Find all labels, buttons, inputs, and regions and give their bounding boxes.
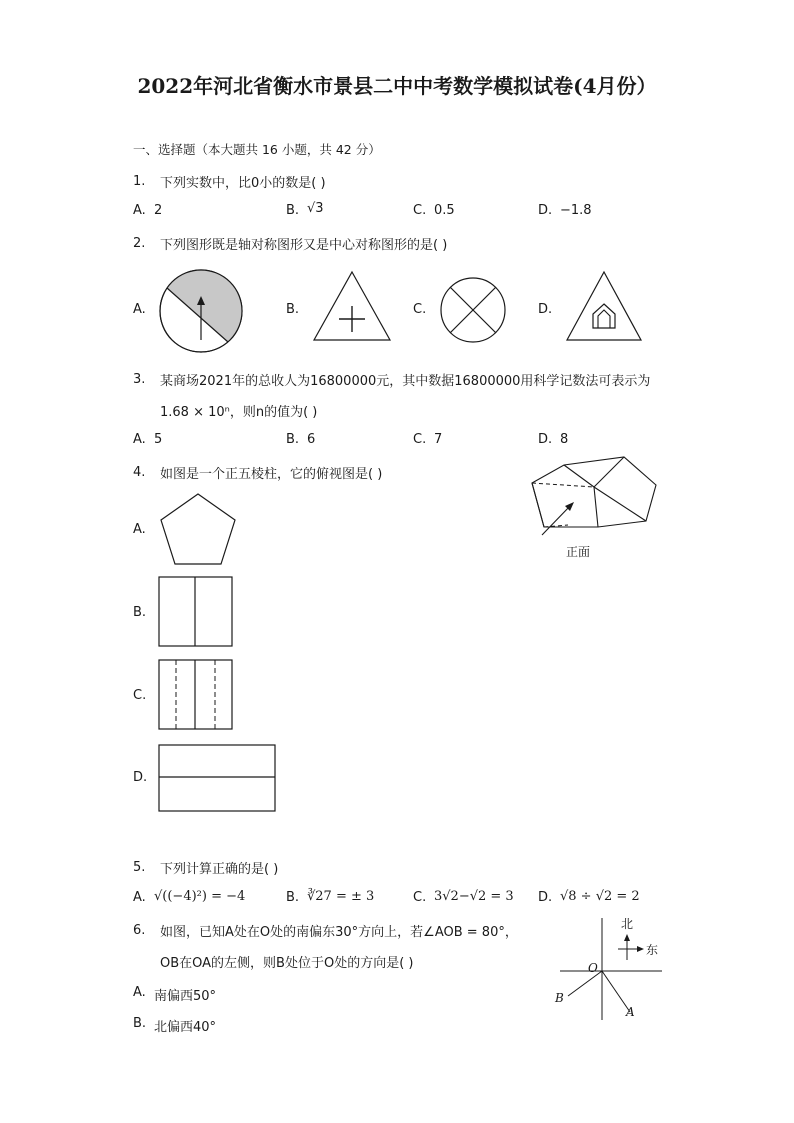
option-label[interactable]: C. [413, 432, 427, 447]
option-value: 6 [307, 432, 316, 447]
option-label[interactable]: B. [286, 890, 300, 905]
option-label[interactable]: D. [538, 203, 553, 218]
option-value: 北偏西40° [154, 1020, 217, 1035]
option-value: √3 [307, 201, 324, 216]
option-value: √((−4)²) = −4 [154, 889, 246, 904]
question-number: 2. [133, 236, 146, 251]
option-label[interactable]: D. [538, 890, 553, 905]
figure-pentagon [158, 492, 238, 566]
option-label[interactable]: B. [286, 203, 300, 218]
figure-rectangle-split [158, 576, 234, 648]
option-label[interactable]: D. [133, 770, 148, 785]
figure-wide-rectangle [158, 744, 278, 814]
question-text: 下列实数中，比0小的数是( ) [160, 176, 326, 191]
option-value: 3√2−√2 = 3 [434, 889, 514, 904]
point-o-label: O [588, 961, 598, 975]
option-label[interactable]: D. [538, 302, 553, 317]
figure-triangle-cross [312, 270, 392, 342]
option-label[interactable]: B. [133, 605, 147, 620]
question-text: 某商场2021年的总收人为16800000元，其中数据16800000用科学记数法可表示为 [160, 374, 651, 389]
option-label[interactable]: B. [133, 1016, 147, 1031]
option-value: 2 [154, 203, 163, 218]
question-text-continued: OB在OA的左侧，则B处位于O处的方向是( ) [160, 956, 414, 971]
front-view-label: 正面 [566, 545, 591, 559]
option-label[interactable]: C. [413, 302, 427, 317]
question-text: 下列图形既是轴对称图形又是中心对称图形的是( ) [160, 238, 448, 253]
option-value: ∛27 = ± 3 [307, 889, 375, 904]
option-label[interactable]: D. [538, 432, 553, 447]
question-number: 5. [133, 860, 146, 875]
option-value: 南偏西50° [154, 989, 217, 1004]
point-b-label: B [555, 991, 564, 1005]
option-label[interactable]: A. [133, 985, 146, 1000]
east-label: 东 [646, 943, 659, 957]
option-label[interactable]: C. [413, 890, 427, 905]
figure-compass-diagram [550, 912, 668, 1024]
figure-rectangle-dashed [158, 659, 234, 731]
option-value: −1.8 [560, 203, 592, 218]
option-label[interactable]: C. [133, 688, 147, 703]
figure-pentagonal-prism [528, 455, 663, 560]
point-a-label: A [626, 1005, 635, 1019]
question-number: 3. [133, 372, 146, 387]
page-title: 2022年河北省衡水市景县二中中考数学模拟试卷(4月份） [137, 74, 657, 98]
option-label[interactable]: A. [133, 522, 146, 537]
option-value: 7 [434, 432, 443, 447]
question-text: 如图是一个正五棱柱，它的俯视图是( ) [160, 467, 383, 482]
option-value: √8 ÷ √2 = 2 [560, 889, 640, 904]
question-number: 1. [133, 174, 146, 189]
north-label: 北 [621, 917, 634, 931]
question-text-continued: 1.68 × 10ⁿ，则n的值为( ) [160, 405, 318, 420]
option-value: 0.5 [434, 203, 455, 218]
question-number: 6. [133, 923, 146, 938]
option-label[interactable]: A. [133, 890, 146, 905]
figure-triangle-house [565, 270, 643, 342]
option-label[interactable]: A. [133, 203, 146, 218]
question-number: 4. [133, 465, 146, 480]
option-value: 8 [560, 432, 569, 447]
option-label[interactable]: B. [286, 432, 300, 447]
option-label[interactable]: B. [286, 302, 300, 317]
question-text: 如图，已知A处在O处的南偏东30°方向上，若∠AOB = 80°， [160, 925, 518, 940]
figure-circle-shaded [158, 268, 244, 354]
option-value: 5 [154, 432, 163, 447]
option-label[interactable]: C. [413, 203, 427, 218]
question-text: 下列计算正确的是( ) [160, 862, 279, 877]
option-label[interactable]: A. [133, 432, 146, 447]
section-heading: 一、选择题（本大题共 16 小题，共 42 分） [133, 142, 381, 157]
option-label[interactable]: A. [133, 302, 146, 317]
figure-circle-x [438, 276, 508, 344]
